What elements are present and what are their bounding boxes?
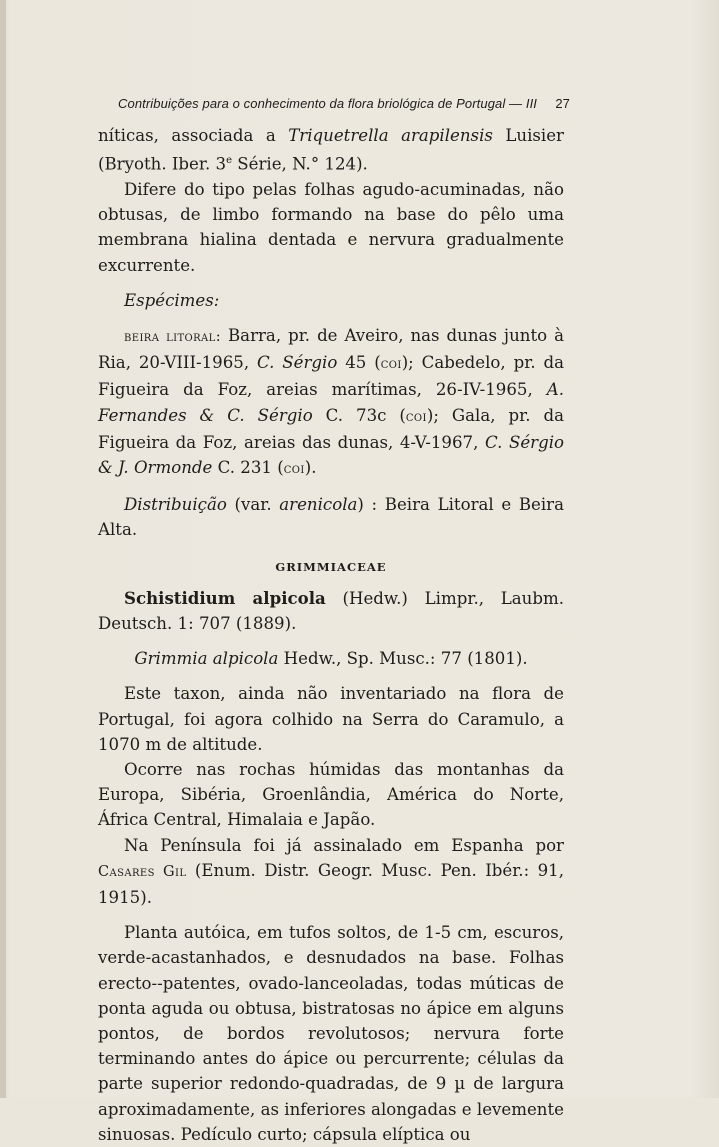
page-spine-shadow <box>0 0 6 1098</box>
region-label: beira litoral: <box>124 328 221 345</box>
text-run: Barra, pr. de Aveiro, nas dunas junto à Ria, 20-VIII-1965, <box>98 325 564 373</box>
paragraph-specimens <box>98 323 564 482</box>
synonym-line <box>98 646 564 671</box>
text-run: C. 73c ( <box>312 405 406 425</box>
collector: C. Sérgio <box>257 353 338 373</box>
paragraph-distribution <box>98 492 564 542</box>
text-run: (Enum. Distr. Geogr. Musc. Pen. Ibér.: 91, 1915). <box>98 860 564 908</box>
specimens-label: Espécimes: <box>124 290 220 310</box>
species-name-bold: Schistidium alpicola <box>124 587 326 608</box>
text-run: (Hedw.) Limpr., Laubm. Deutsch. 1: 707 (1889). <box>98 588 564 633</box>
text-run: Na Península foi já assinalado em Espanha por <box>124 835 564 855</box>
text-run: níticas, associada a <box>98 126 289 145</box>
running-header <box>118 96 570 111</box>
species-name: Triquetrella arapilensis <box>288 126 493 145</box>
text-run: Luisier (Bryoth. Iber. 3 <box>98 126 564 174</box>
herbarium-code: coi <box>405 408 427 425</box>
text-run: 45 ( <box>337 353 381 373</box>
text-run: C. 231 ( <box>212 457 284 477</box>
paragraph-difference: Difere do tipo pelas folhas agudo-acuminadas, não obtusas, de limbo formando na base do pêlo uma membrana hialina dentada e nervura gradualmente excurrente. <box>98 179 564 275</box>
text-run: (var. <box>226 495 280 515</box>
text-run: Série, N.° 124). <box>232 154 368 174</box>
collector: A. Fernandes & C. Sérgio <box>98 380 564 425</box>
herbarium-code: coi <box>380 356 402 373</box>
author-name: Casares Gil <box>98 863 187 880</box>
text-run: Hedw., Sp. Musc.: 77 (1801). <box>278 649 528 669</box>
page-number: 27 <box>555 96 570 111</box>
variety-name: arenicola <box>279 495 358 515</box>
species-heading <box>98 586 564 636</box>
collector: C. Sérgio & J. Ormonde <box>98 432 564 477</box>
family-heading: GRIMMIACEAE <box>275 559 387 574</box>
herbarium-code: coi <box>283 460 305 477</box>
paragraph-peninsula <box>98 833 564 911</box>
superscript: e <box>226 155 233 167</box>
paragraph-continuation <box>98 123 564 177</box>
paragraph-description: Planta autóica, em tufos soltos, de 1-5 cm, escuros, verde-acastanhados, e desnudados na base. Folhas erecto--patentes, ovado-lanceoladas, todas múticas de ponta aguda ou obtusa, bistratosas no ápice em alguns pontos, de bordos revolutosos; nervura forte terminando antes do ápice ou percurrente; células da parte superior redondo-quadradas, de 9 µ de largura aproximadamente, as inferiores alongadas e levemente sinuosas. Pedículo curto; cápsula elíptica ou <box>98 923 564 1144</box>
text-run: ) : Beira Litoral e Beira Alta. <box>98 495 564 540</box>
distribution-label: Distribuição <box>124 495 227 515</box>
synonym-name: Grimmia alpicola <box>134 649 279 669</box>
page-body <box>98 123 564 1147</box>
text-run: ); Gala, pr. da Figueira da Foz, areias das dunas, 4-V-1967, <box>98 405 564 452</box>
paragraph-occurrence: Ocorre nas rochas húmidas das montanhas da Europa, Sibéria, Groenlândia, América do Norte, África Central, Himalaia e Japão. <box>98 760 564 830</box>
specimens-heading <box>98 288 564 313</box>
text-run: ). <box>304 457 317 477</box>
paragraph-new-record: Este taxon, ainda não inventariado na flora de Portugal, foi agora colhido na Serra do Caramulo, a 1070 m de altitude. <box>98 684 564 754</box>
text-run: ); Cabedelo, pr. da Figueira da Foz, areias marítimas, 26-IV-1965, <box>98 353 564 400</box>
running-title: Contribuições para o conhecimento da flora briológica de Portugal — III <box>118 96 537 111</box>
